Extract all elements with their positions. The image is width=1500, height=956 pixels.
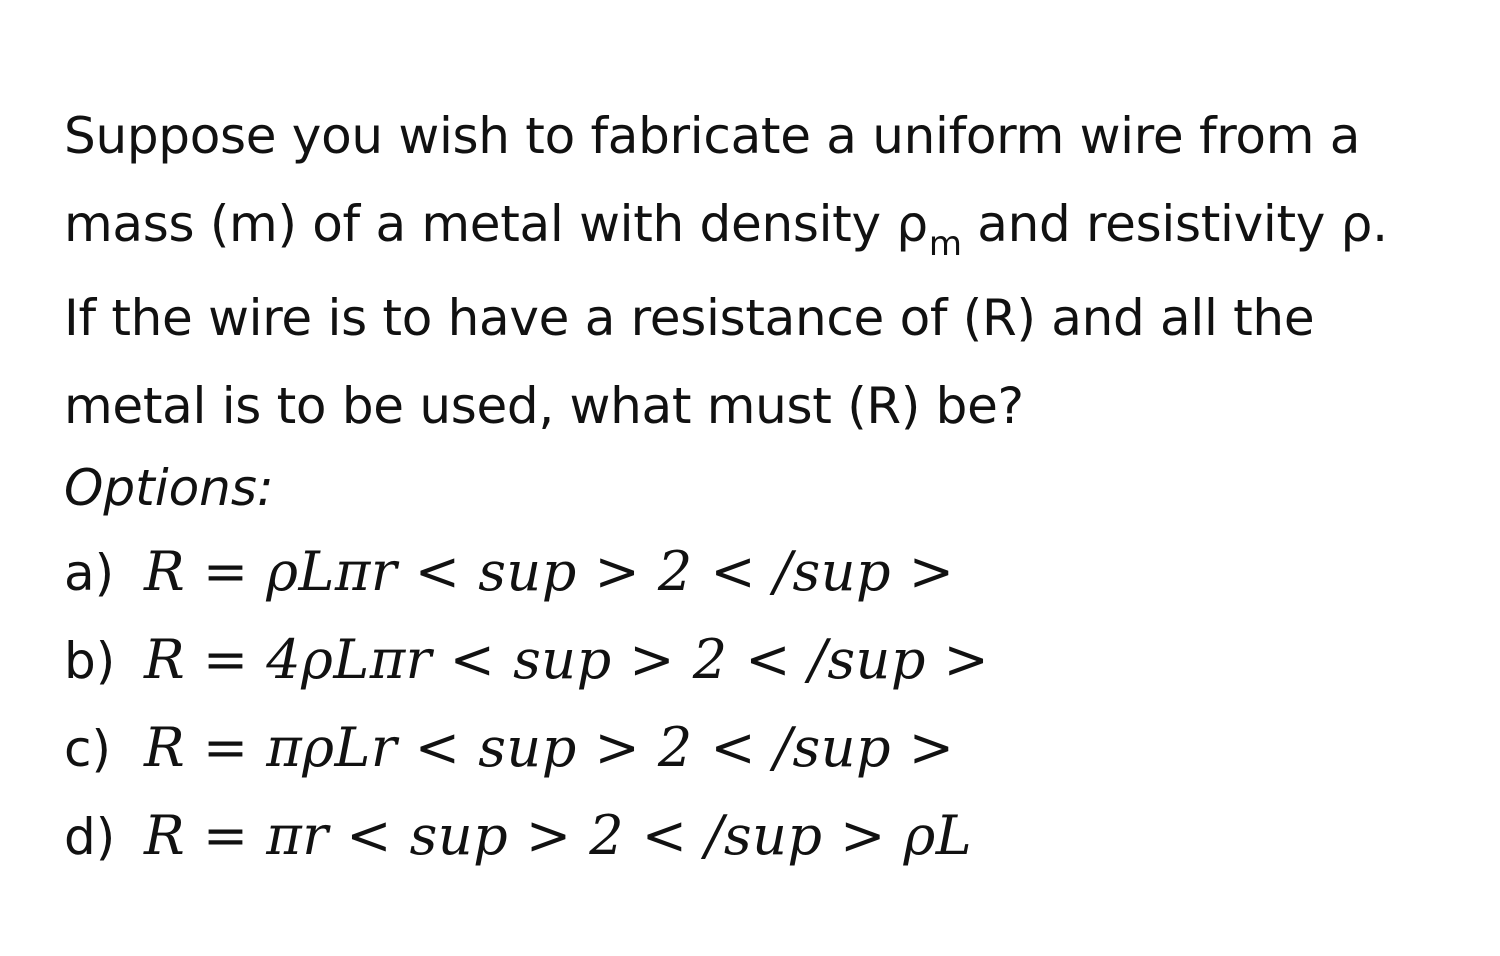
option-formula: R = 4ρLπr < sup > 2 < /sup > bbox=[144, 628, 990, 691]
question-card bbox=[64, 92, 1464, 880]
question-line-2 bbox=[64, 180, 1464, 274]
option-letter: d) bbox=[64, 808, 116, 866]
question-text bbox=[64, 92, 1464, 450]
question-line-1: Suppose you wish to fabricate a uniform wire from a bbox=[64, 107, 1361, 165]
option-formula: R = πr < sup > 2 < /sup > ρL bbox=[144, 804, 973, 867]
option-d[interactable] bbox=[64, 792, 1464, 880]
question-line-4: metal is to be used, what must (R) be? bbox=[64, 377, 1024, 435]
option-letter: c) bbox=[64, 720, 111, 778]
question-line-2-end: and resistivity ρ. bbox=[961, 195, 1388, 253]
option-c[interactable] bbox=[64, 704, 1464, 792]
options-list bbox=[64, 528, 1464, 880]
options-label: Options: bbox=[64, 459, 274, 517]
question-line-2-start: mass (m) of a metal with density ρ bbox=[64, 195, 928, 253]
question-line-3: If the wire is to have a resistance of (R) and all the bbox=[64, 289, 1315, 347]
option-b[interactable] bbox=[64, 616, 1464, 704]
density-subscript: m bbox=[928, 224, 962, 264]
option-letter: b) bbox=[64, 632, 116, 690]
option-a[interactable] bbox=[64, 528, 1464, 616]
option-formula: R = πρLr < sup > 2 < /sup > bbox=[144, 716, 955, 779]
option-formula: R = ρLπr < sup > 2 < /sup > bbox=[144, 540, 955, 603]
option-letter: a) bbox=[64, 544, 115, 602]
